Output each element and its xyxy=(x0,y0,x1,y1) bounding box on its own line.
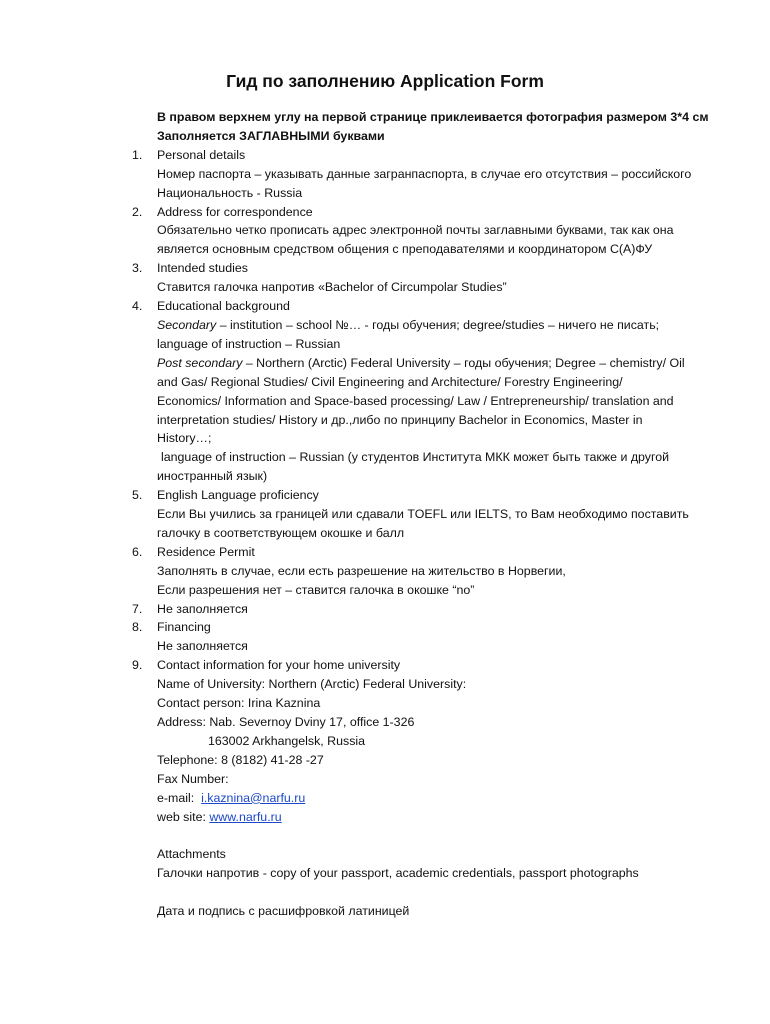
attachments-text: Галочки напротив - copy of your passport, academic credentials, passport photographs xyxy=(157,866,639,881)
post-secondary-line: Post secondary – Northern (Arctic) Federal University – годы обучения; Degree – chemistry/ Oil xyxy=(157,355,685,370)
section-address xyxy=(132,203,737,260)
section-heading: Intended studies xyxy=(157,261,248,276)
section-text: Заполнять в случае, если есть разрешение на жительство в Норвегии, xyxy=(157,563,566,578)
spacer xyxy=(157,883,737,902)
section-text: Номер паспорта – указывать данные загранпаспорта, в случае его отсутствия – российского xyxy=(157,166,692,181)
telephone: Telephone: 8 (8182) 41-28 -27 xyxy=(157,752,324,767)
section-number: 2. xyxy=(132,204,143,219)
section-number: 7. xyxy=(132,601,143,616)
section-heading: Financing xyxy=(157,620,211,635)
post-secondary-label: Post secondary xyxy=(157,355,243,370)
section-text: является основным средством общения с преподавателями и координатором С(А)ФУ xyxy=(157,242,653,257)
section-text: Если разрешения нет – ставится галочка в окошке “no” xyxy=(157,582,475,597)
section-residence-permit xyxy=(132,543,737,600)
website-link[interactable]: www.narfu.ru xyxy=(209,809,282,824)
email-line: e-mail: i.kaznina@narfu.ru xyxy=(157,790,306,805)
email-link[interactable]: i.kaznina@narfu.ru xyxy=(201,790,306,805)
section-number: 5. xyxy=(132,488,143,503)
section-english-proficiency xyxy=(132,486,737,543)
website-line: web site: www.narfu.ru xyxy=(157,809,282,824)
section-heading: Educational background xyxy=(157,299,290,314)
section-text: Не заполняется xyxy=(157,639,248,654)
section-contact-information xyxy=(132,656,737,826)
university-name: Name of University: Northern (Arctic) Federal University: xyxy=(157,677,467,692)
section-heading: Residence Permit xyxy=(157,544,255,559)
secondary-line: Secondary – institution – school №… - годы обучения; degree/studies – ничего не писать; xyxy=(157,317,660,332)
section-7 xyxy=(132,600,737,619)
section-heading: Address for correspondence xyxy=(157,204,313,219)
section-text: interpretation studies/ History и др.,либо по принципу Bachelor in Economics, Master in xyxy=(157,412,643,427)
intro-caps-note: Заполняется ЗАГЛАВНЫМИ буквами xyxy=(157,128,385,143)
section-number: 1. xyxy=(132,147,143,162)
section-number: 3. xyxy=(132,261,143,276)
section-text: Обязательно четко прописать адрес электронной почты заглавными буквами, так как она xyxy=(157,223,674,238)
section-text: Ставится галочка напротив «Bachelor of Circumpolar Studies” xyxy=(157,280,507,295)
section-text: language of instruction – Russian xyxy=(157,336,341,351)
page-title: Гид по заполнению Application Form xyxy=(226,71,544,91)
section-text: галочку в соответствующем окошке и балл xyxy=(157,525,405,540)
section-text: language of instruction – Russian (у студентов Института МКК может быть также и другой xyxy=(161,450,670,465)
spacer xyxy=(157,826,737,845)
section-educational-background xyxy=(132,297,737,486)
section-text: and Gas/ Regional Studies/ Civil Engineering and Architecture/ Forestry Engineering/ xyxy=(157,374,623,389)
document-body xyxy=(132,108,737,921)
section-number: 6. xyxy=(132,544,143,559)
secondary-label: Secondary xyxy=(157,317,217,332)
fax-number: Fax Number: xyxy=(157,771,229,786)
section-heading: Не заполняется xyxy=(157,601,248,616)
section-text: History…; xyxy=(157,431,212,446)
signature-note: Дата и подпись с расшифровкой латиницей xyxy=(157,904,410,919)
section-text: Если Вы учились за границей или сдавали TOEFL или IELTS, то Вам необходимо поставить xyxy=(157,507,689,522)
address-city: 163002 Arkhangelsk, Russia xyxy=(208,733,366,748)
attachments-heading: Attachments xyxy=(157,847,226,862)
section-number: 9. xyxy=(132,658,143,673)
section-personal-details xyxy=(132,146,737,203)
section-intended-studies xyxy=(132,259,737,297)
section-text: иностранный язык) xyxy=(157,469,268,484)
address-line: Address: Nab. Severnoy Dviny 17, office 1-326 xyxy=(157,715,415,729)
section-number: 8. xyxy=(132,620,143,635)
section-number: 4. xyxy=(132,299,143,314)
section-text: Национальность - Russia xyxy=(157,185,303,200)
contact-person: Contact person: Irina Kaznina xyxy=(157,696,321,711)
section-financing xyxy=(132,618,737,656)
section-heading: English Language proficiency xyxy=(157,488,319,503)
intro-photo-note: В правом верхнем углу на первой странице приклеивается фотография размером 3*4 см xyxy=(157,110,709,124)
section-heading: Contact information for your home university xyxy=(157,658,401,673)
section-heading: Personal details xyxy=(157,147,246,162)
section-text: Economics/ Information and Space-based processing/ Law / Entrepreneurship/ translation and xyxy=(157,393,674,408)
